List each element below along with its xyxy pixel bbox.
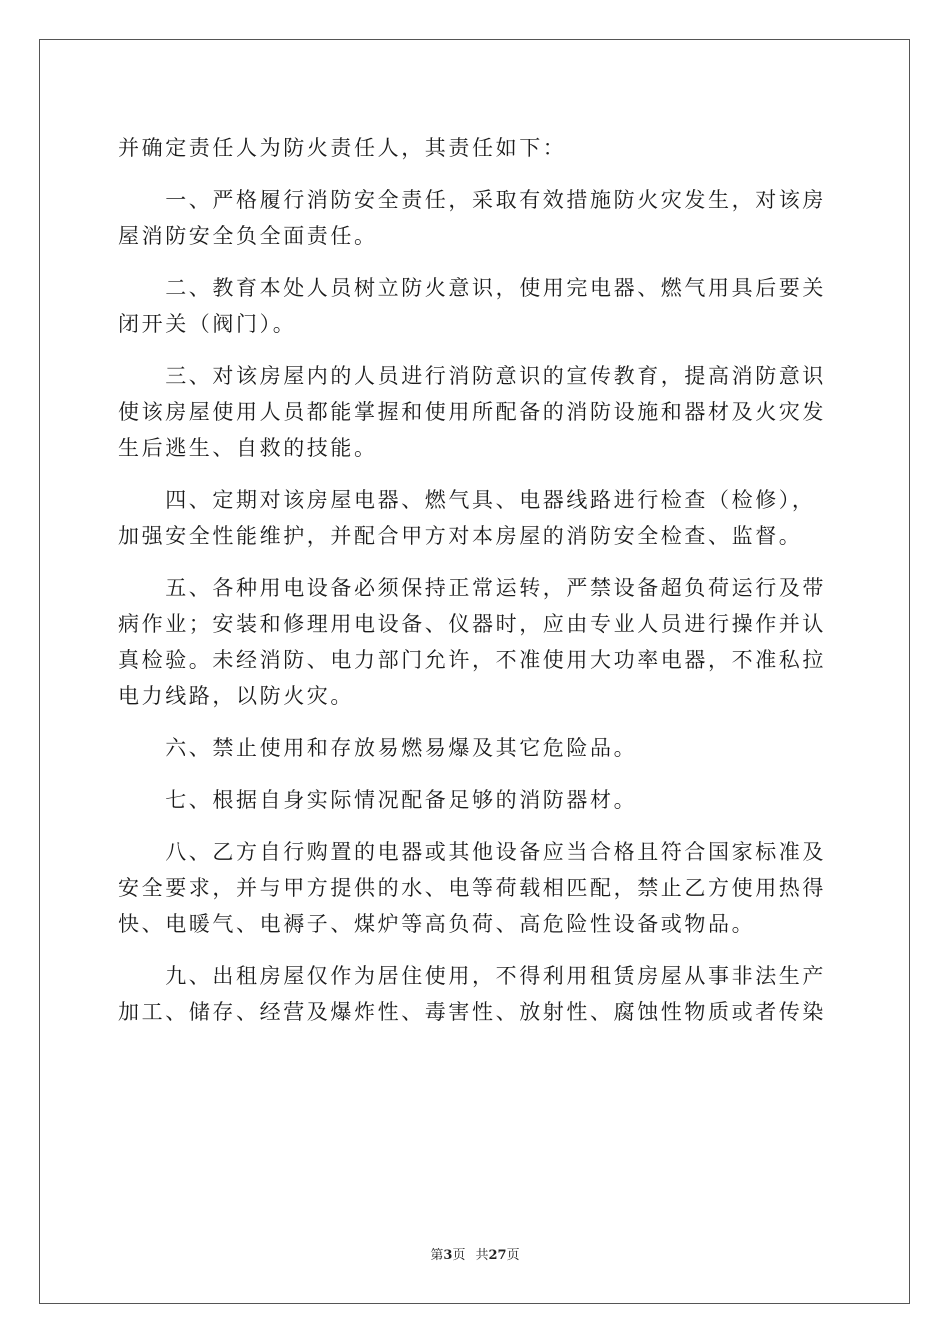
text-line: 加强安全性能维护，并配合甲方对本房屋的消防安全检查、监督。 (118, 524, 803, 548)
text-line: 电力线路，以防火灾。 (118, 684, 354, 708)
text-line: 二、教育本处人员树立防火意识，使用完电器、燃气用具后要关 (118, 276, 826, 300)
text-line: 三、对该房屋内的人员进行消防意识的宣传教育，提高消防意识 (118, 364, 826, 388)
text-line: 安全要求，并与甲方提供的水、电等荷载相匹配，禁止乙方使用热得 (118, 876, 826, 900)
page-suffix: 页 (452, 1248, 466, 1263)
total-pages: 27 (488, 1248, 507, 1263)
paragraph (118, 730, 834, 766)
text-line: 七、根据自身实际情况配备足够的消防器材。 (118, 788, 638, 812)
text-line: 五、各种用电设备必须保持正常运转，严禁设备超负荷运行及带 (118, 576, 826, 600)
text-line: 病作业；安装和修理用电设备、仪器时，应由专业人员进行操作并认 (118, 612, 826, 636)
paragraph (118, 130, 834, 166)
paragraph (118, 570, 834, 714)
page-footer (0, 1247, 950, 1265)
text-line: 使该房屋使用人员都能掌握和使用所配备的消防设施和器材及火灾发 (118, 400, 826, 424)
text-line: 真检验。未经消防、电力部门允许，不准使用大功率电器，不准私拉 (118, 648, 826, 672)
text-line: 九、出租房屋仅作为居住使用，不得利用租赁房屋从事非法生产 (118, 964, 826, 988)
text-line: 四、定期对该房屋电器、燃气具、电器线路进行检查（检修）， (118, 488, 816, 512)
page-number: 3 (443, 1248, 453, 1263)
text-line: 闭开关（阀门）。 (118, 312, 297, 336)
total-suffix: 页 (506, 1248, 520, 1263)
paragraph (118, 358, 834, 466)
text-line: 加工、储存、经营及爆炸性、毒害性、放射性、腐蚀性物质或者传染 (118, 1000, 826, 1024)
paragraph (118, 182, 834, 254)
text-line: 一、严格履行消防安全责任，采取有效措施防火灾发生，对该房 (118, 188, 826, 212)
total-prefix: 共 (475, 1248, 489, 1263)
page-prefix: 第 (430, 1248, 444, 1263)
document-body (118, 130, 834, 1030)
paragraph (118, 782, 834, 818)
paragraph (118, 270, 834, 342)
text-line: 快、电暖气、电褥子、煤炉等高负荷、高危险性设备或物品。 (118, 912, 756, 936)
text-line: 屋消防安全负全面责任。 (118, 224, 378, 248)
text-line: 八、乙方自行购置的电器或其他设备应当合格且符合国家标准及 (118, 840, 826, 864)
paragraph (118, 482, 834, 554)
text-line: 六、禁止使用和存放易燃易爆及其它危险品。 (118, 736, 638, 760)
text-line: 并确定责任人为防火责任人，其责任如下： (118, 136, 567, 160)
paragraph (118, 834, 834, 942)
text-line: 生后逃生、自救的技能。 (118, 436, 378, 460)
paragraph (118, 958, 834, 1030)
